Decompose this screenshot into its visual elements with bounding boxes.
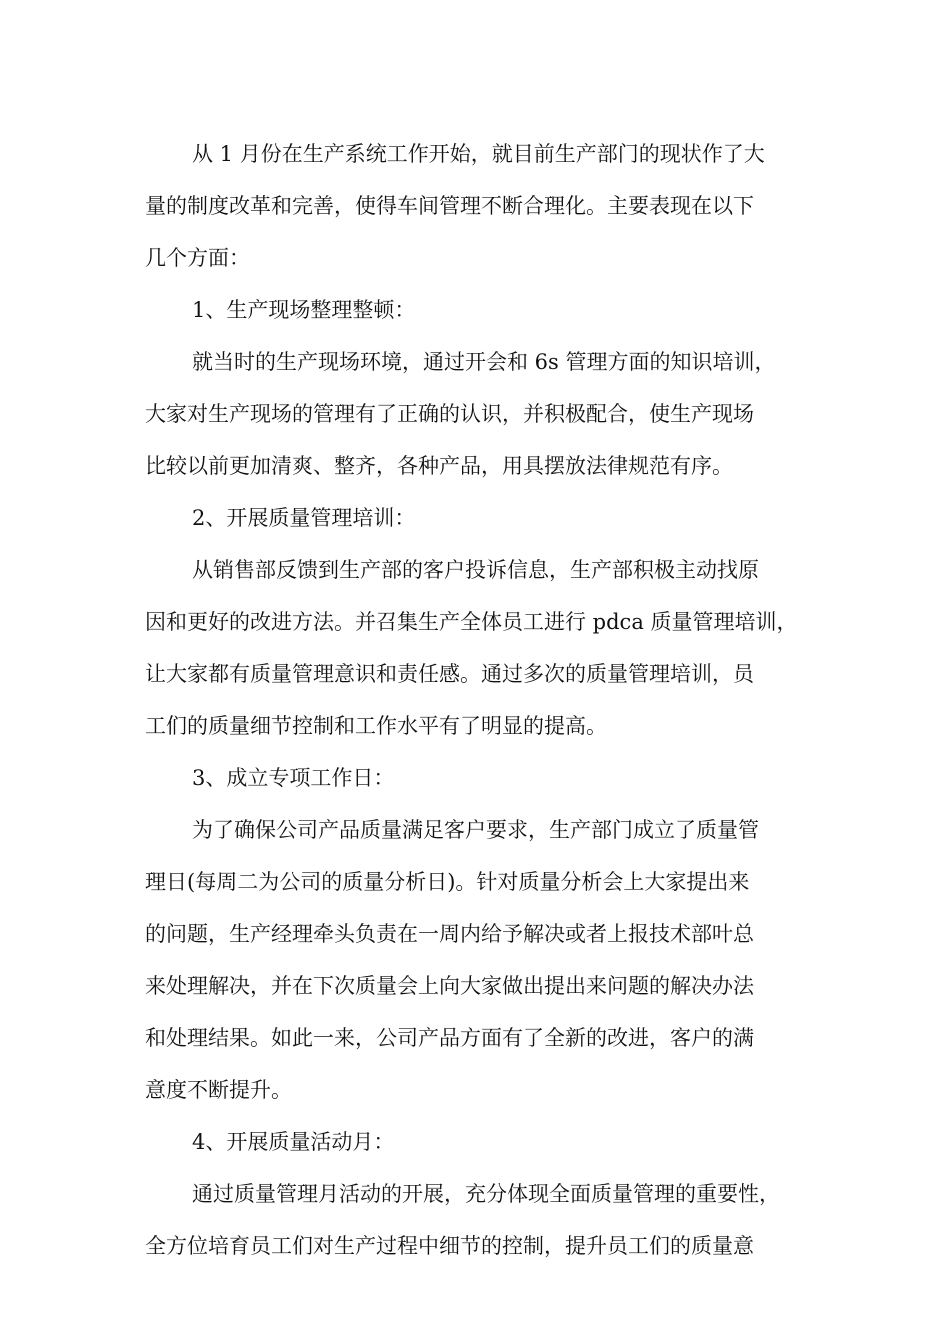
section-heading-4: 4、开展质量活动月： <box>192 1130 395 1154</box>
paragraph-3-line-2: 理日(每周二为公司的质量分析日)。针对质量分析会上大家提出来 <box>145 870 750 894</box>
paragraph-3-line-3: 的问题，生产经理牵头负责在一周内给予解决或者上报技术部叶总 <box>145 922 754 946</box>
paragraph-3-line-6: 意度不断提升。 <box>145 1078 292 1102</box>
paragraph-2-line-3: 让大家都有质量管理意识和责任感。通过多次的质量管理培训，员 <box>145 662 754 686</box>
section-heading-2: 2、开展质量管理培训： <box>192 506 416 530</box>
paragraph-intro-line-2: 量的制度改革和完善，使得车间管理不断合理化。主要表现在以下 <box>145 194 754 218</box>
paragraph-2-line-4: 工们的质量细节控制和工作水平有了明显的提高。 <box>145 714 607 738</box>
paragraph-3-line-4: 来处理解决，并在下次质量会上向大家做出提出来问题的解决办法 <box>145 974 754 998</box>
paragraph-intro-line-3: 几个方面： <box>145 246 250 270</box>
paragraph-3-line-1: 为了确保公司产品质量满足客户要求，生产部门成立了质量管 <box>192 818 759 842</box>
paragraph-intro-line-1: 从 1 月份在生产系统工作开始，就目前生产部门的现状作了大 <box>192 142 765 166</box>
paragraph-3-line-5: 和处理结果。如此一来，公司产品方面有了全新的改进，客户的满 <box>145 1026 754 1050</box>
paragraph-2-line-1: 从销售部反馈到生产部的客户投诉信息，生产部积极主动找原 <box>192 558 759 582</box>
document-body <box>145 128 825 1272</box>
paragraph-4-line-2: 全方位培育员工们对生产过程中细节的控制，提升员工们的质量意 <box>145 1234 754 1258</box>
paragraph-1-line-3: 比较以前更加清爽、整齐，各种产品，用具摆放法律规范有序。 <box>145 454 733 478</box>
paragraph-1-line-2: 大家对生产现场的管理有了正确的认识，并积极配合，使生产现场 <box>145 402 754 426</box>
section-heading-1: 1、生产现场整理整顿： <box>192 298 416 322</box>
paragraph-4-line-1: 通过质量管理月活动的开展，充分体现全面质量管理的重要性， <box>192 1182 780 1206</box>
paragraph-1-line-1: 就当时的生产现场环境，通过开会和 6s 管理方面的知识培训， <box>192 350 776 374</box>
paragraph-2-line-2: 因和更好的改进方法。并召集生产全体员工进行 pdca 质量管理培训， <box>145 610 798 634</box>
section-heading-3: 3、成立专项工作日： <box>192 766 395 790</box>
